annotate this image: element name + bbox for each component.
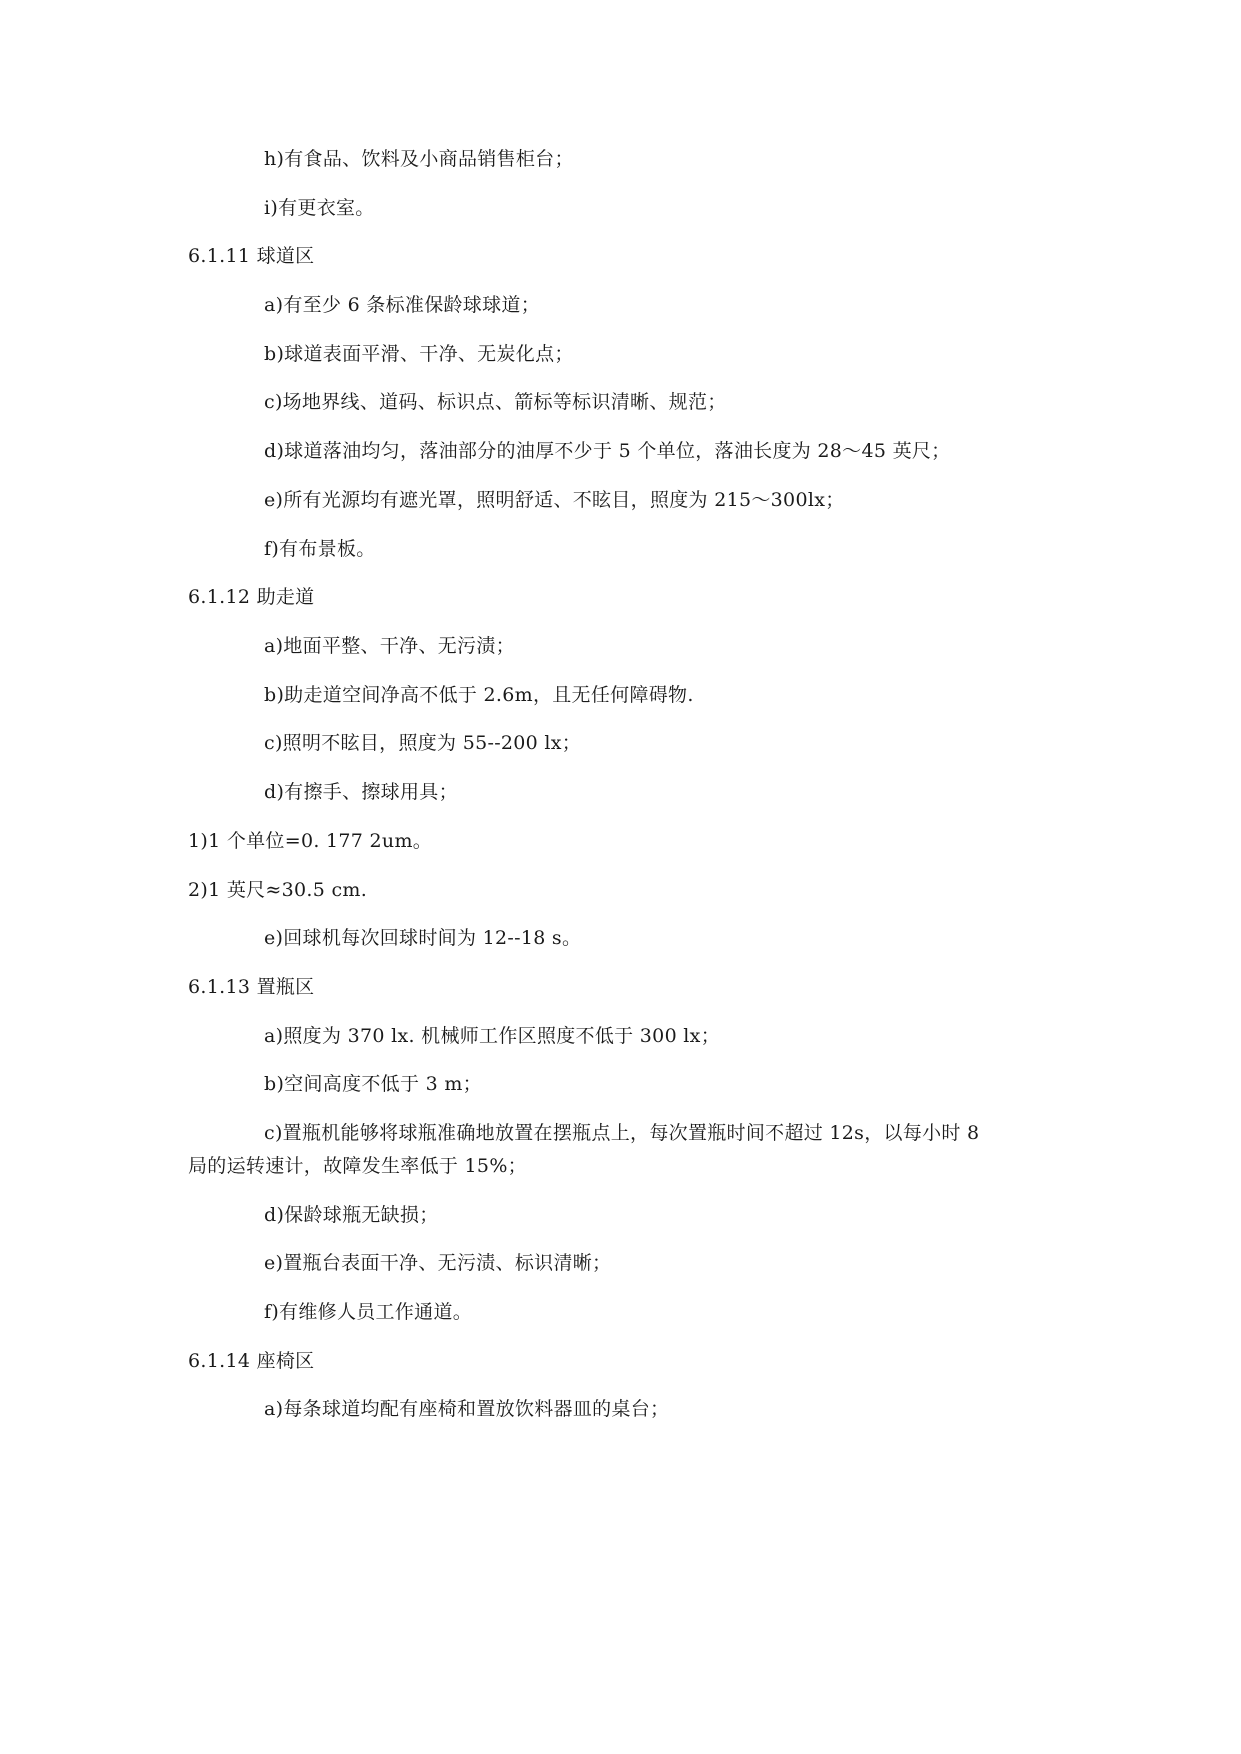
text-line-f-backdrop: f)有布景板。: [264, 538, 376, 560]
text-line-b-height: b)空间高度不低于 3 m；: [264, 1073, 482, 1095]
text-line-e-lighting: e)所有光源均有遮光罩，照明舒适、不眩目，照度为 215～300lx；: [264, 489, 845, 511]
footnote-2-foot: 2)1 英尺≈30.5 cm.: [188, 879, 368, 901]
text-line-c-pinsetter: c)置瓶机能够将球瓶准确地放置在摆瓶点上，每次置瓶时间不超过 12s，以每小时 8: [264, 1122, 980, 1144]
text-line-c-markings: c)场地界线、道码、标识点、箭标等标识清晰、规范；: [264, 391, 727, 413]
section-heading-6-1-13: 6.1.13 置瓶区: [188, 976, 315, 998]
text-line-a-lanes: a)有至少 6 条标准保龄球球道；: [264, 294, 541, 316]
text-line-e-ball-return: e)回球机每次回球时间为 12--18 s。: [264, 927, 582, 949]
text-line-d-pins: d)保龄球瓶无缺损；: [264, 1204, 439, 1226]
text-line-f-maintenance: f)有维修人员工作通道。: [264, 1301, 473, 1323]
footnote-1-unit: 1)1 个单位=0. 177 2um。: [188, 830, 433, 852]
text-line-a-illuminance: a)照度为 370 lx. 机械师工作区照度不低于 300 lx；: [264, 1025, 720, 1047]
text-line-c-glare: c)照明不眩目，照度为 55--200 lx；: [264, 732, 582, 754]
section-heading-6-1-12: 6.1.12 助走道: [188, 586, 315, 608]
text-line-i-changing-room: i)有更衣室。: [264, 197, 375, 219]
text-line-e-pin-deck: e)置瓶台表面干净、无污渍、标识清晰；: [264, 1252, 612, 1274]
section-heading-6-1-14: 6.1.14 座椅区: [188, 1350, 315, 1372]
text-line-a-floor: a)地面平整、干净、无污渍；: [264, 635, 515, 657]
text-line-h-food-counter: h)有食品、饮料及小商品销售柜台；: [264, 148, 574, 170]
section-heading-6-1-11: 6.1.11 球道区: [188, 245, 315, 267]
text-line-c-pinsetter-continued: 局的运转速计，故障发生率低于 15%；: [188, 1155, 527, 1177]
text-line-b-lane-surface: b)球道表面平滑、干净、无炭化点；: [264, 343, 574, 365]
text-line-b-clearance: b)助走道空间净高不低于 2.6m，且无任何障碍物.: [264, 684, 694, 706]
text-line-a-seating: a)每条球道均配有座椅和置放饮料器皿的桌台；: [264, 1398, 670, 1420]
text-line-d-oiling: d)球道落油均匀，落油部分的油厚不少于 5 个单位，落油长度为 28～45 英尺；: [264, 440, 951, 462]
text-line-d-towels: d)有擦手、擦球用具；: [264, 781, 458, 803]
